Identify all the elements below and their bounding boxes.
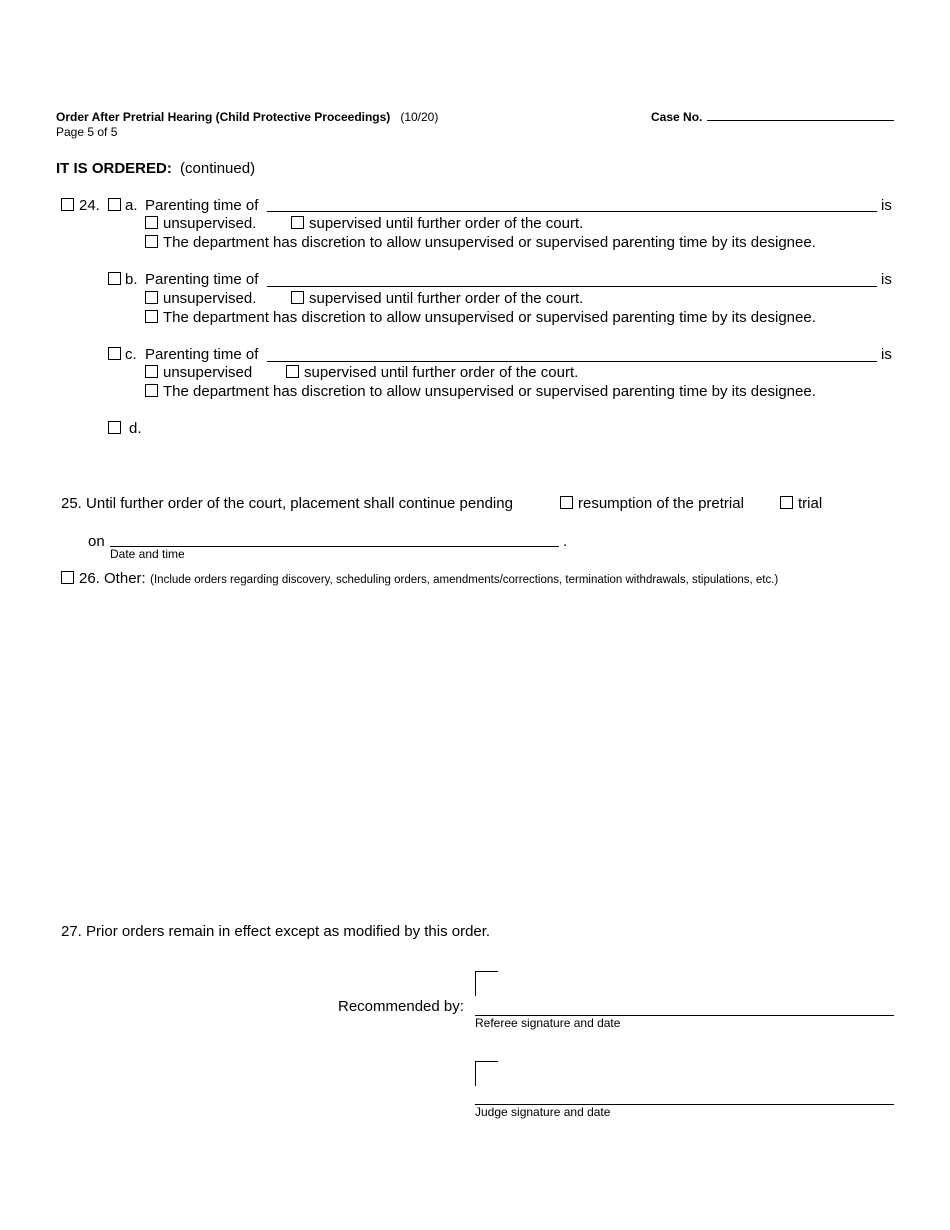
item26-text-area[interactable] — [79, 592, 894, 902]
item25-resumption-checkbox[interactable] — [560, 496, 573, 509]
item24-number: 24. — [79, 197, 100, 214]
item24c-discretion-checkbox[interactable] — [145, 384, 158, 397]
item26-note: (Include orders regarding discovery, scheduling orders, amendments/corrections, termination withdrawals, stipulations, etc.) — [150, 574, 779, 586]
item24b-supervised-checkbox[interactable] — [291, 291, 304, 304]
item25-date-caption: Date and time — [110, 547, 185, 561]
form-header — [56, 110, 438, 124]
item24a-label: Parenting time of — [145, 197, 259, 214]
recommended-by-label: Recommended by: — [338, 998, 464, 1015]
item24b-discretion-checkbox[interactable] — [145, 310, 158, 323]
item24c-supervised-label: supervised until further order of the court. — [304, 364, 579, 381]
item24b-is: is — [881, 271, 892, 288]
item24-checkbox[interactable] — [61, 198, 74, 211]
judge-signature-corner — [475, 1061, 498, 1086]
item27-text: 27. Prior orders remain in effect except as modified by this order. — [61, 923, 491, 940]
item24b-supervised-label: supervised until further order of the court. — [309, 290, 584, 307]
item26-line — [79, 570, 778, 588]
item24a-checkbox[interactable] — [108, 198, 121, 211]
item24a-supervised-checkbox[interactable] — [291, 216, 304, 229]
item24b-label: Parenting time of — [145, 271, 259, 288]
item24a-discretion-checkbox[interactable] — [145, 235, 158, 248]
item24b-unsupervised-checkbox[interactable] — [145, 291, 158, 304]
item24c-discretion-label: The department has discretion to allow unsupervised or supervised parenting time by its designee. — [163, 383, 816, 400]
item24b-unsupervised-label: unsupervised. — [163, 290, 257, 307]
item24c-unsupervised-checkbox[interactable] — [145, 365, 158, 378]
case-no-field[interactable] — [707, 120, 894, 121]
item25-period: . — [563, 533, 568, 550]
item24c-supervised-checkbox[interactable] — [286, 365, 299, 378]
item24b-discretion-label: The department has discretion to allow unsupervised or supervised parenting time by its designee. — [163, 309, 816, 326]
item24c-label: Parenting time of — [145, 346, 259, 363]
item24d-checkbox[interactable] — [108, 421, 121, 434]
item25-text: 25. Until further order of the court, placement shall continue pending — [61, 495, 513, 512]
item24c-name-field[interactable] — [267, 361, 877, 362]
case-no-label: Case No. — [651, 110, 703, 124]
item25-resumption-label: resumption of the pretrial — [578, 495, 744, 512]
item26-checkbox[interactable] — [61, 571, 74, 584]
item24c-unsupervised-label: unsupervised — [163, 364, 253, 381]
item24a-unsupervised-label: unsupervised. — [163, 215, 257, 232]
item24a-supervised-label: supervised until further order of the court. — [309, 215, 584, 232]
referee-signature-corner — [475, 971, 498, 996]
item24c-is: is — [881, 346, 892, 363]
item24c-letter: c. — [125, 346, 137, 363]
item24a-name-field[interactable] — [267, 211, 877, 212]
item26-label: 26. Other: — [79, 570, 146, 587]
item25-trial-checkbox[interactable] — [780, 496, 793, 509]
section-heading — [56, 160, 255, 177]
item25-trial-label: trial — [798, 495, 823, 512]
item24a-unsupervised-checkbox[interactable] — [145, 216, 158, 229]
item25-on-label: on — [88, 533, 105, 550]
referee-signature-caption: Referee signature and date — [475, 1016, 621, 1030]
form-title: Order After Pretrial Hearing (Child Protective Proceedings) — [56, 110, 391, 124]
ordered-continued: (continued) — [180, 160, 256, 177]
item24b-letter: b. — [125, 271, 138, 288]
item24a-letter: a. — [125, 197, 138, 214]
item24c-checkbox[interactable] — [108, 347, 121, 360]
item24a-discretion-label: The department has discretion to allow unsupervised or supervised parenting time by its designee. — [163, 234, 816, 251]
item24b-checkbox[interactable] — [108, 272, 121, 285]
ordered-title: IT IS ORDERED: — [56, 160, 172, 177]
item24a-is: is — [881, 197, 892, 214]
page-number: Page 5 of 5 — [56, 125, 118, 139]
form-version: (10/20) — [400, 110, 439, 124]
item24d-letter: d. — [129, 420, 142, 437]
item24b-name-field[interactable] — [267, 286, 877, 287]
judge-signature-caption: Judge signature and date — [475, 1105, 611, 1119]
